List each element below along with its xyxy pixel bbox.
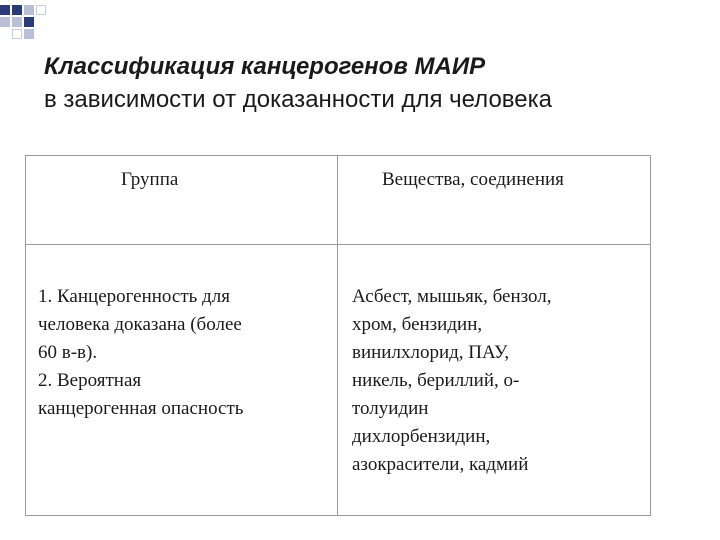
deco-square-light xyxy=(24,5,34,15)
substances-text-line: азокрасители, кадмий xyxy=(352,454,529,475)
group-text-line: 1. Канцерогенность для xyxy=(38,286,230,307)
header-group: Группа xyxy=(121,169,179,190)
deco-square-navy xyxy=(12,5,22,15)
substances-text-line: толуидин xyxy=(352,398,429,419)
substances-text-line: дихлорбензидин, xyxy=(352,426,491,447)
deco-square-white xyxy=(36,5,46,15)
title-line-2: в зависимости от доказанности для человека xyxy=(44,86,553,113)
deco-square-white xyxy=(12,29,22,39)
substances-text-line: Асбест, мышьяк, бензол, xyxy=(352,286,552,307)
table-header-divider xyxy=(26,244,650,245)
group-text-line: 2. Вероятная xyxy=(38,370,142,391)
deco-square-light xyxy=(24,29,34,39)
header-substances: Вещества, соединения xyxy=(382,169,564,190)
deco-square-light xyxy=(0,17,10,27)
title-line-1: Классификация канцерогенов МАИР xyxy=(44,53,486,80)
substances-text-line: винилхлорид, ПАУ, xyxy=(352,342,510,363)
group-text-line: канцерогенная опасность xyxy=(38,398,244,419)
substances-text-line: хром, бензидин, xyxy=(352,314,483,335)
table-column-divider xyxy=(337,156,338,515)
cell-substances-list xyxy=(352,283,642,479)
deco-square-navy xyxy=(0,5,10,15)
cell-group-description xyxy=(38,283,328,423)
classification-table xyxy=(25,155,651,516)
group-text-line: человека доказана (более xyxy=(38,314,242,335)
deco-square-light xyxy=(12,17,22,27)
corner-decoration xyxy=(0,0,60,40)
slide-title xyxy=(44,50,694,116)
deco-square-navy xyxy=(24,17,34,27)
group-text-line: 60 в-в). xyxy=(38,342,98,363)
substances-text-line: никель, бериллий, о- xyxy=(352,370,520,391)
